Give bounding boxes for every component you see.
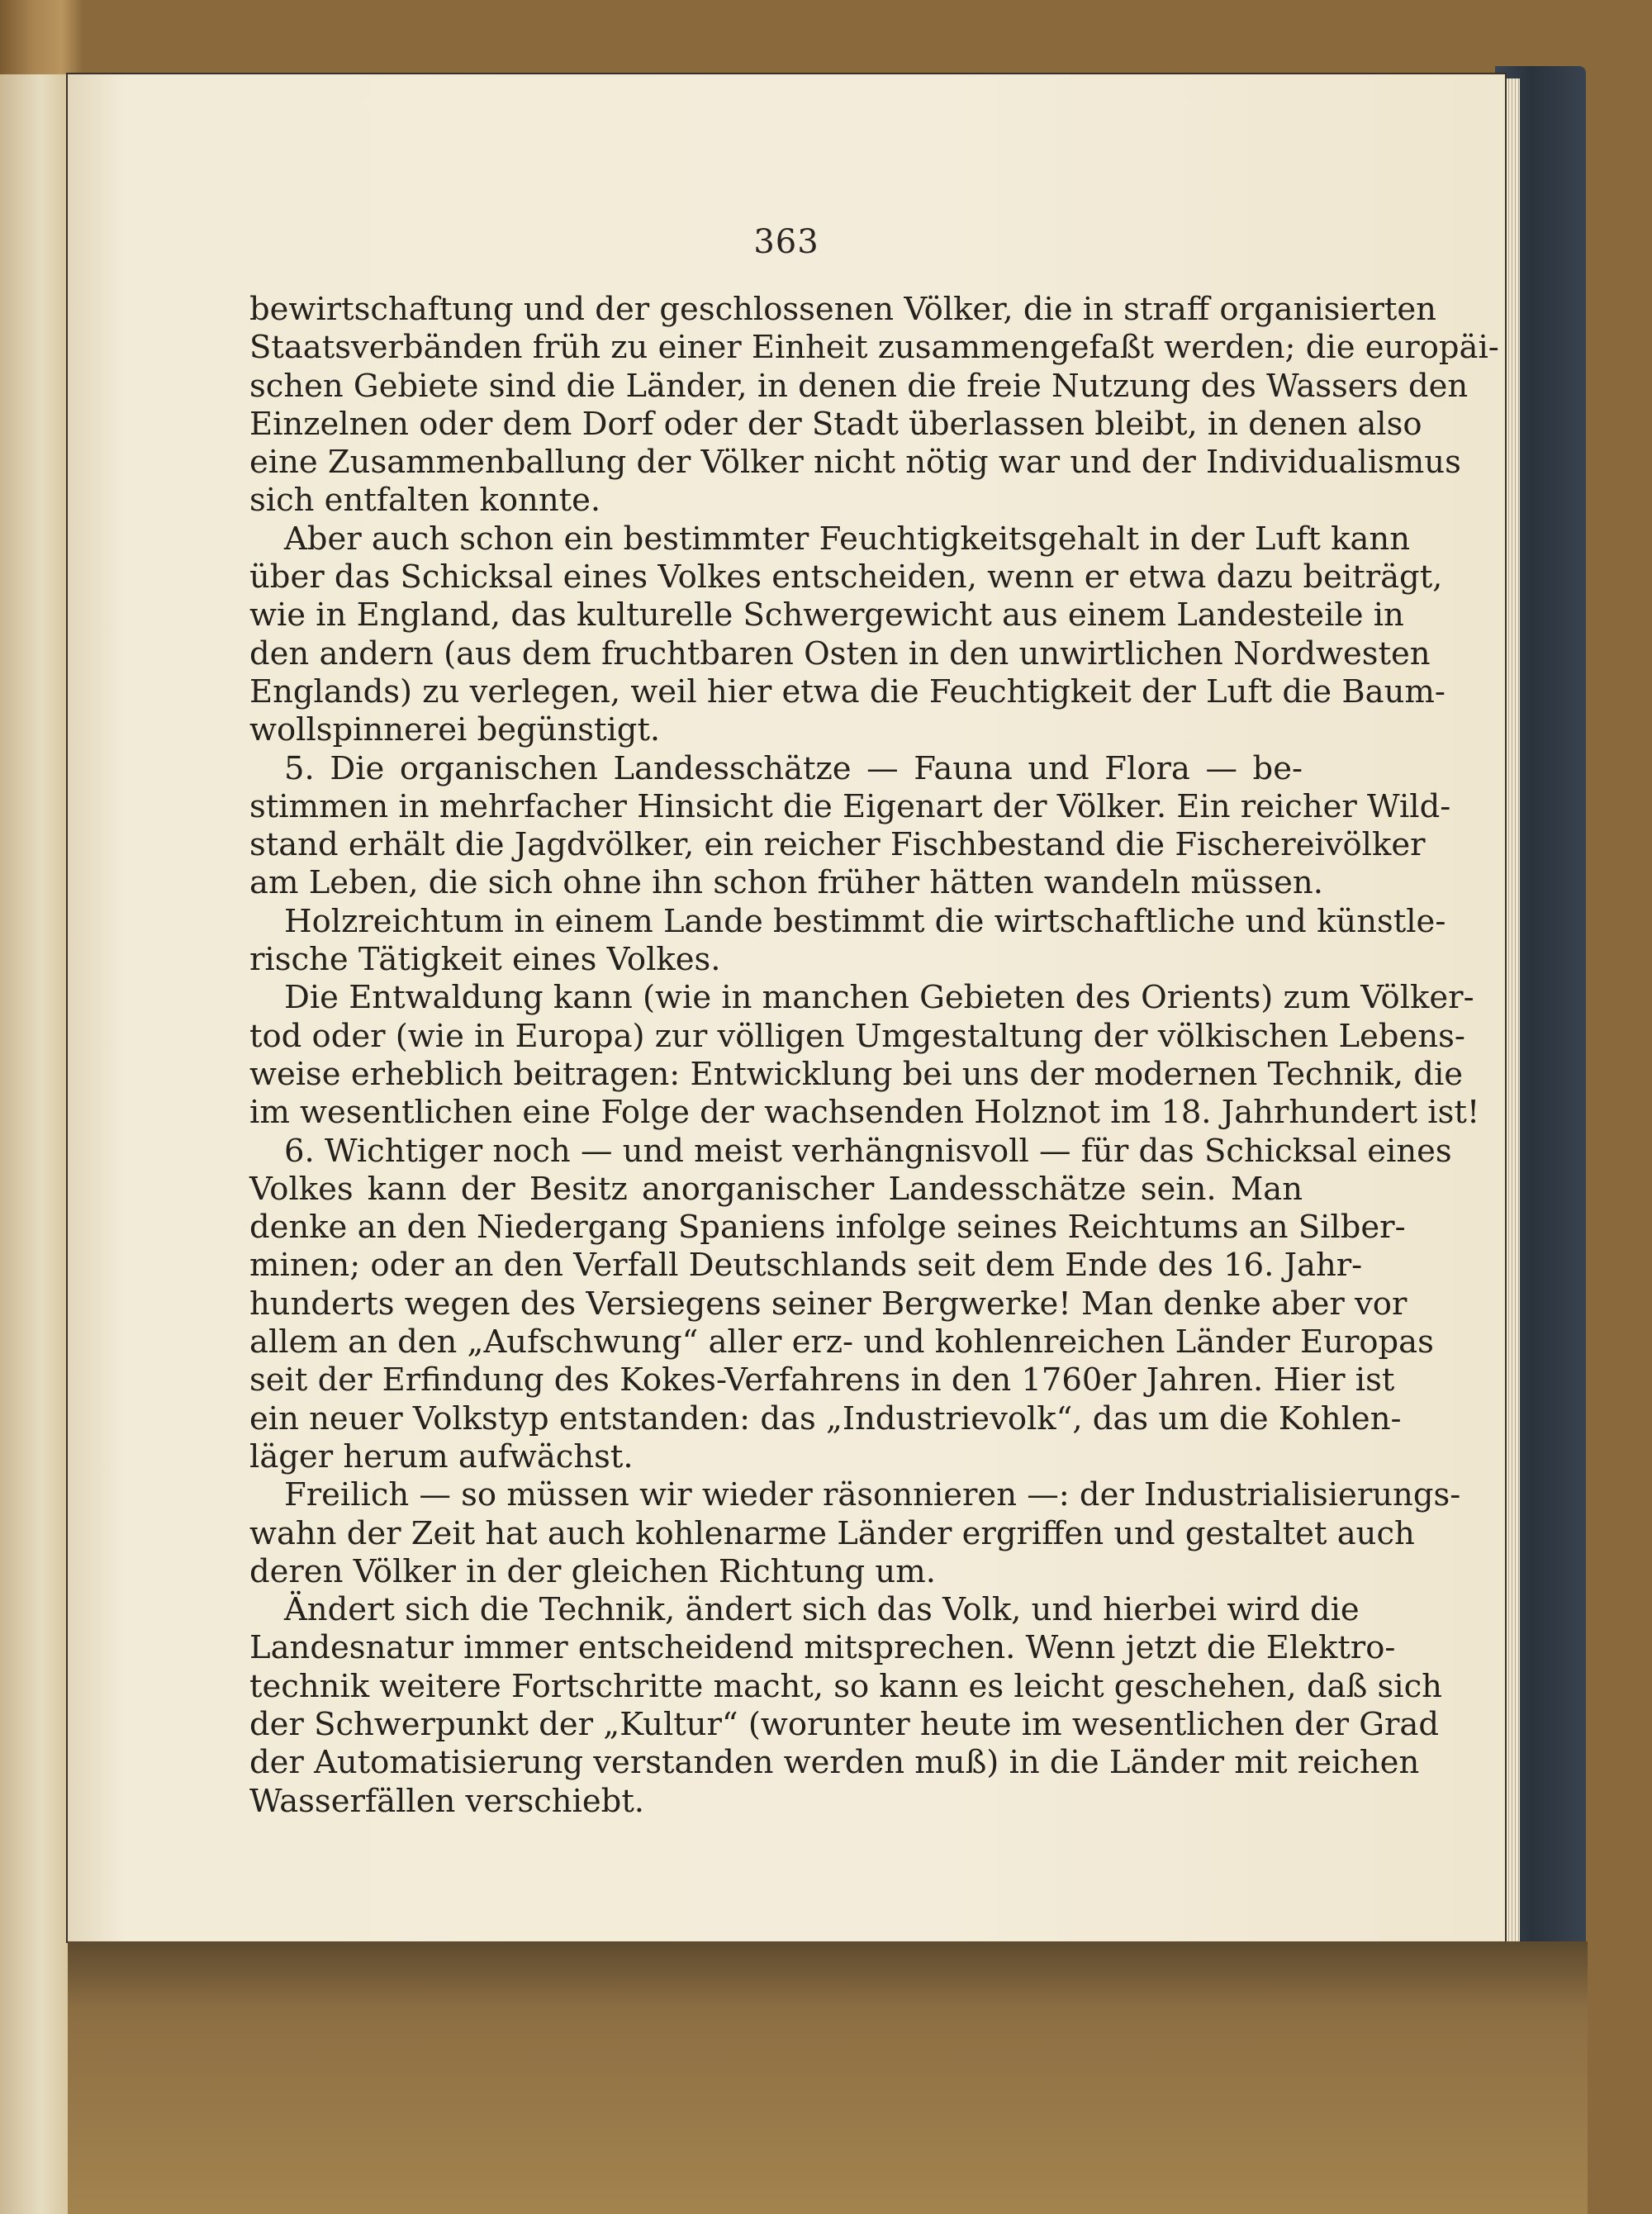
text-line: minen; oder an den Verfall Deutschlands seit dem Ende des 16. Jahr- bbox=[249, 1247, 1363, 1285]
text-line: schen Gebiete sind die Länder, in denen die freie Nutzung des Wassers den bbox=[249, 367, 1469, 405]
text-line: der Schwerpunkt der „Kultur“ (worunter heute im wesentlichen der Grad bbox=[249, 1705, 1440, 1743]
text-line: rische Tätigkeit eines Volkes. bbox=[249, 941, 721, 979]
text-line: Einzelnen oder dem Dorf oder der Stadt überlassen bleibt, in denen also bbox=[249, 405, 1422, 443]
paragraph bbox=[249, 902, 1446, 980]
text-line: stimmen in mehrfacher Hinsicht die Eigenart der Völker. Ein reicher Wild- bbox=[249, 787, 1451, 825]
text-line: ein neuer Volkstyp entstanden: das „Industrievolk“, das um die Kohlen- bbox=[249, 1399, 1402, 1437]
text-line: bewirtschaftung und der geschlossenen Völker, die in straff organisierten bbox=[249, 291, 1436, 328]
text-line: der Automatisierung verstanden werden muß) in die Länder mit reichen bbox=[249, 1744, 1420, 1782]
text-line: Wasserfällen verschiebt. bbox=[249, 1782, 645, 1820]
text-line: eine Zusammenballung der Völker nicht nötig war und der Individualismus bbox=[249, 444, 1461, 482]
left-page-edge bbox=[0, 74, 70, 2214]
paragraph bbox=[249, 1591, 1442, 1821]
text-line: wie in England, das kulturelle Schwergewicht aus einem Landesteile in bbox=[249, 596, 1404, 634]
text-line: technik weitere Fortschritte macht, so kann es leicht geschehen, daß sich bbox=[249, 1667, 1442, 1705]
text-line: Holzreichtum in einem Lande bestimmt die wirtschaftliche und künstle- bbox=[284, 902, 1446, 940]
text-line: allem an den „Aufschwung“ aller erz- und kohlenreichen Länder Europas bbox=[249, 1323, 1434, 1361]
text-line: sich entfalten konnte. bbox=[249, 482, 601, 520]
page-number: 363 bbox=[753, 223, 819, 261]
text-line: Landesnatur immer entscheidend mitsprechen. Wenn jetzt die Elektro- bbox=[249, 1629, 1396, 1667]
paragraph bbox=[249, 1476, 1461, 1591]
text-line: Ändert sich die Technik, ändert sich das Volk, und hierbei wird die bbox=[284, 1591, 1360, 1629]
book-page bbox=[68, 74, 1505, 1941]
text-line: im wesentlichen eine Folge der wachsenden Holznot im 18. Jahrhundert ist! bbox=[249, 1094, 1480, 1132]
text-line: Staatsverbänden früh zu einer Einheit zusammengefaßt werden; die europäi- bbox=[249, 329, 1499, 367]
text-line: den andern (aus dem fruchtbaren Osten in den unwirtlichen Nordwesten bbox=[249, 634, 1431, 672]
text-line: wahn der Zeit hat auch kohlenarme Länder ergriffen und gestaltet auch bbox=[249, 1514, 1415, 1552]
text-line: tod oder (wie in Europa) zur völligen Umgestaltung der völkischen Lebens- bbox=[249, 1017, 1465, 1055]
text-line: denke an den Niedergang Spaniens infolge seines Reichtums an Silber- bbox=[249, 1209, 1406, 1247]
text-line: Die Entwaldung kann (wie in manchen Gebieten des Orients) zum Völker- bbox=[284, 979, 1474, 1017]
text-line: seit der Erfindung des Kokes-Verfahrens in den 1760er Jahren. Hier ist bbox=[249, 1361, 1395, 1399]
text-line: über das Schicksal eines Volkes entscheiden, wenn er etwa dazu beiträgt, bbox=[249, 558, 1443, 596]
text-line: Aber auch schon ein bestimmter Feuchtigkeitsgehalt in der Luft kann bbox=[284, 520, 1411, 558]
text-line: Englands) zu verlegen, weil hier etwa die Feuchtigkeit der Luft die Baum- bbox=[249, 672, 1446, 710]
paragraph bbox=[249, 749, 1451, 903]
text-line: deren Völker in der gleichen Richtung um. bbox=[249, 1552, 936, 1590]
body-text bbox=[249, 291, 1499, 1821]
paragraph bbox=[249, 1132, 1452, 1477]
scan-bottom-background bbox=[68, 1941, 1588, 2214]
text-line: wollspinnerei begünstigt. bbox=[249, 711, 661, 749]
text-line: 5. Die organischen Landesschätze — Fauna und Flora — be- bbox=[284, 749, 1303, 787]
paragraph bbox=[249, 520, 1446, 750]
text-line: am Leben, die sich ohne ihn schon früher hätten wandeln müssen. bbox=[249, 864, 1323, 902]
text-line: weise erheblich beitragen: Entwicklung bei uns der modernen Technik, die bbox=[249, 1055, 1464, 1093]
text-line: 6. Wichtiger noch — und meist verhängnisvoll — für das Schicksal eines bbox=[284, 1132, 1452, 1170]
paragraph bbox=[249, 291, 1499, 520]
text-line: stand erhält die Jagdvölker, ein reicher Fischbestand die Fischereivölker bbox=[249, 826, 1426, 864]
text-line: Volkes kann der Besitz anorganischer Landesschätze sein. Man bbox=[249, 1170, 1303, 1208]
text-line: Freilich — so müssen wir wieder räsonnieren —: der Industrialisierungs- bbox=[284, 1476, 1461, 1514]
paragraph bbox=[249, 979, 1480, 1132]
text-line: hunderts wegen des Versiegens seiner Bergwerke! Man denke aber vor bbox=[249, 1285, 1408, 1323]
text-line: läger herum aufwächst. bbox=[249, 1437, 634, 1475]
